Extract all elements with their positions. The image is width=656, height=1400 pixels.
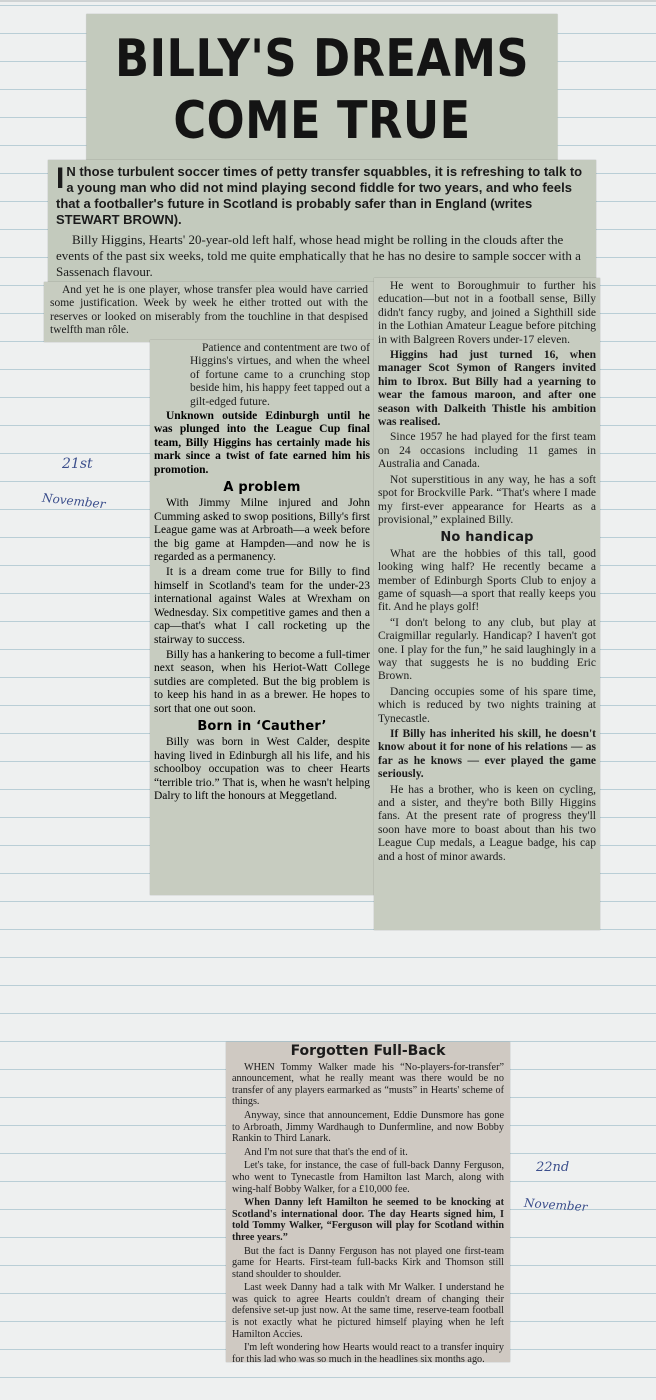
right-paragraph-2: Higgins had just turned 16, when manager Scot Symon of Rangers invited him to Ibrox. But Billy had a yearning to wear the famous maroon, and after one season with Dalkeith Thistle his ambition was realised. xyxy=(378,349,596,429)
headline-line-2: COME TRUE xyxy=(173,91,471,151)
right-paragraph-7: Dancing occupies some of his spare time, which is reduced by two nights training at Tynecastle. xyxy=(378,685,596,725)
page-edge xyxy=(0,0,656,2)
ff-paragraph-5: When Danny left Hamilton he seemed to be knocking at Scotland's international door. The day Hearts signed him, I told Tommy Walker, “Ferguson will play for Scotland within three years.” xyxy=(232,1197,504,1243)
subheading-born-in-cauther: Born in ‘Cauther’ xyxy=(197,718,327,734)
left-paragraph-6: Billy was born in West Calder, despite having lived in Edinburgh all his life, and his schoolboy occupation was to cheer Hearts “terrible trio.” That is, when he wasn't helping Dalry to lift the honours at Meggetland. xyxy=(154,736,370,802)
ff-paragraph-1: WHEN Tommy Walker made his “No-players-for-transfer” announcement, what he really meant was there would be no transfer of any players earmarked as “musts” in Hearts' scheme of things. xyxy=(232,1061,504,1108)
headline-clipping xyxy=(86,14,557,166)
intro-lead xyxy=(56,164,588,228)
left-column-body xyxy=(154,410,370,805)
subheading-a-problem: A problem xyxy=(223,480,301,496)
left-paragraph-1: Patience and contentment are two of Higgins's virtues, and when the wheel of fortune came to a crunching stop beside him, his happy feet tapped out a gilt-edged future. xyxy=(190,342,370,408)
right-column-clipping xyxy=(374,278,600,930)
intro-paragraph: Billy Higgins, Hearts' 20-year-old left half, whose head might be rolling in the clouds after the events of the past six weeks, told me quite emphatically that he has no desire to sample soccer with a Sassenach flavour. xyxy=(56,232,581,279)
left-paragraph-2: Unknown outside Edinburgh until he was plunged into the League Cup final team, Billy Higgins has certainly made his mark since a twist of fate earned him his promotion. xyxy=(154,410,370,476)
right-paragraph-9: He has a brother, who is keen on cycling, and a sister, and they're both Billy Higgins fans. At the present rate of progress they'll soon have more to boast about than his two League Cup medals, a League badge, his cap and a host of minor awards. xyxy=(378,783,596,863)
subheading-no-handicap: No handicap xyxy=(440,530,534,546)
left-paragraph-5: Billy has a hankering to become a full-timer next season, when his Heriot-Watt College sutdies are completed. But the big problem is to keep his hand in as a brewer. He hopes to sort that one out soon. xyxy=(154,648,370,715)
left-top-clipping xyxy=(44,282,374,342)
left-paragraph-4: It is a dream come true for Billy to find himself in Scotland's team for the under-23 international against Wales at Wrexham on Wednesday. Six competitive games and then a cap—that's what I call rocketing up the stairway to success. xyxy=(154,566,370,646)
handwritten-date-bottom: 22nd xyxy=(536,1160,570,1175)
intro-clipping xyxy=(48,160,596,282)
forgotten-full-back-title: Forgotten Full-Back xyxy=(290,1043,446,1059)
handwritten-month-bottom: November xyxy=(523,1195,588,1215)
ff-paragraph-4: Let's take, for instance, the case of full-back Danny Ferguson, who went to Tynecastle from Hamilton last March, along with wing-half Bobby Walker, for a £10,000 fee. xyxy=(232,1160,504,1195)
ff-paragraph-3: And I'm not sure that that's the end of it. xyxy=(244,1146,408,1158)
ff-paragraph-7: Last week Danny had a talk with Mr Walker. I understand he was quick to agree Hearts couldn't dream of changing their defensive set-up just now. At the same time, reserve-team football is not exactly what he pictured himself playing when he left Hamilton Accies. xyxy=(232,1282,504,1340)
right-paragraph-6: “I don't belong to any club, but play at Craigmillar regularly. Handicap? I haven't got one. I play for the fun,” he said laughingly in a way that suggests he is no budding Eric Brown. xyxy=(378,616,596,683)
ff-paragraph-2: Anyway, since that announcement, Eddie Dunsmore has gone to Arbroath, Jimmy Wardhaugh to Dunfermline, and now Bobby Rankin to Third Lanark. xyxy=(232,1109,504,1145)
ff-paragraph-8: I'm left wondering how Hearts would react to a transfer inquiry for this lad who was so much in the headlines six months ago. xyxy=(232,1342,504,1365)
right-paragraph-1: He went to Boroughmuir to further his education—but not in a football sense, Billy didn't fancy rugby, and joined a Sighthill side in the Lothian Amateur League before pitching in with Balgreen Rovers under-17 eleven. xyxy=(378,280,596,346)
right-paragraph-8: If Billy has inherited his skill, he doesn't know about it for none of his relations — as far as he knows — ever played the game seriously. xyxy=(378,728,596,781)
left-top-paragraph: And yet he is one player, whose transfer plea would have carried some justification. Week by week he either trotted out with the reserves or looked on miserably from the touchline in that despised twelfth man rôle. xyxy=(50,284,368,337)
headline-line-1: BILLY'S DREAMS xyxy=(114,29,530,89)
ff-paragraph-6: But the fact is Danny Ferguson has not played one first-team game for Hearts. First-team full-backs Kirk and Thomson still stand shoulder to shoulder. xyxy=(232,1245,504,1280)
intro-lead-text: N those turbulent soccer times of petty transfer squabbles, it is refreshing to talk to a young man who did not mind playing second fiddle for two years, and who feels that a footballer's future in Scotland is probably safer than in England (writes STEWART BROWN). xyxy=(56,164,583,227)
drop-cap: I xyxy=(56,162,65,195)
forgotten-full-back-clipping xyxy=(226,1042,510,1365)
handwritten-month-top: November xyxy=(41,490,107,512)
left-paragraph-3: With Jimmy Milne injured and John Cumming asked to swop positions, Billy's first League game was at Arbroath—a week before the big game at Hampden—and now he is regarded as a permanency. xyxy=(154,497,370,564)
right-paragraph-3: Since 1957 he had played for the first team on 24 occasions including 11 games in Australia and Canada. xyxy=(378,431,596,471)
right-paragraph-4: Not superstitious in any way, he has a soft spot for Brockville Park. “That's where I made my first-ever appearance for Hearts as a provisional,” explained Billy. xyxy=(378,473,596,526)
right-paragraph-5: What are the hobbies of this tall, good looking wing half? He recently became a member of Edinburgh Sports Club to enjoy a game of squash—a sport that really keeps you fit. And he plays golf! xyxy=(378,547,596,614)
handwritten-date-top: 21st xyxy=(62,456,93,472)
